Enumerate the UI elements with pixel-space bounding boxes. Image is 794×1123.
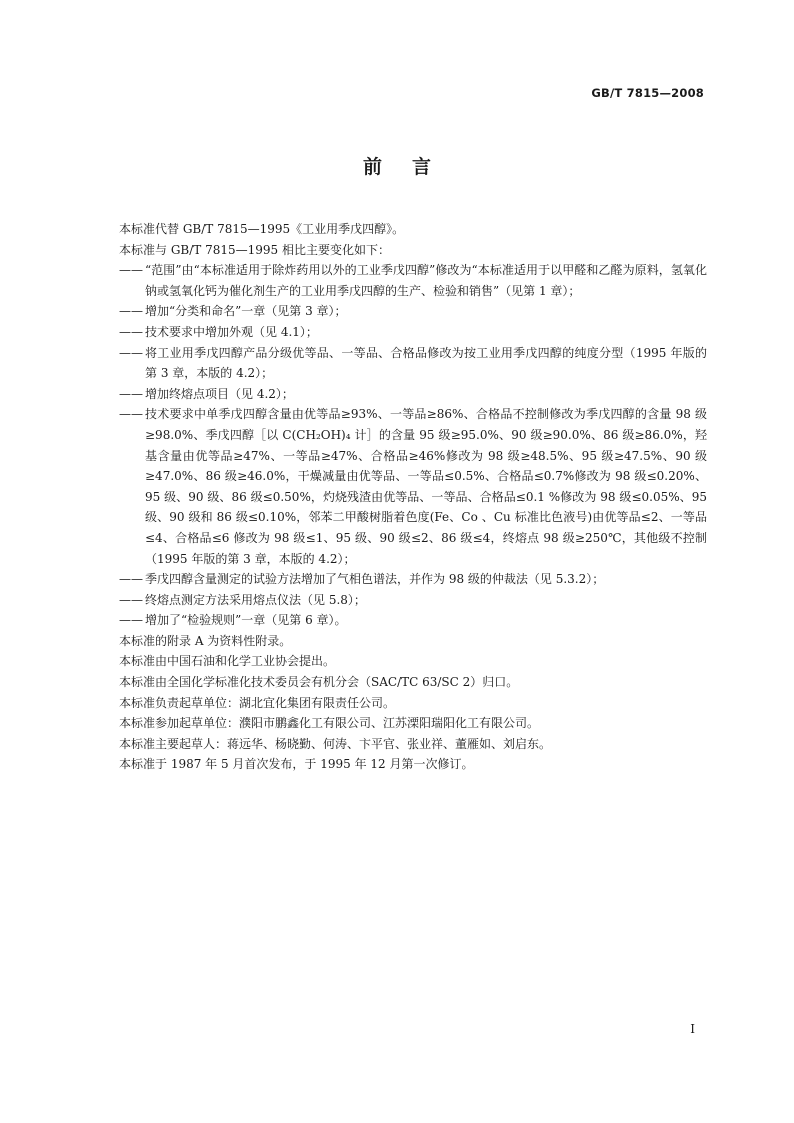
paragraph-drafters: 本标准主要起草人：蒋远华、杨晓勤、何涛、卞平官、张业祥、董雁如、刘启东。 [119,736,552,751]
list-item [119,322,707,343]
list-item [119,301,707,322]
dash-marker: —— [119,592,143,607]
page-title: 前言 [362,156,461,178]
list-item [119,260,707,301]
standard-code: GB/T 7815—2008 [591,86,704,100]
paragraph-replaces: 本标准代替 GB/T 7815—1995《工业用季戊四醇》。 [119,222,405,236]
list-item [119,343,707,384]
list-item [119,404,707,569]
list-item [119,384,707,405]
dash-marker: —— [119,304,143,319]
list-item-text: 季戊四醇含量测定的试验方法增加了气相色谱法，并作为 98 级的仲裁法（见 5.3.2）； [145,572,605,587]
list-item [119,569,707,590]
paragraph-participating-units: 本标准参加起草单位：濮阳市鹏鑫化工有限公司、江苏溧阳瑞阳化工有限公司。 [119,716,540,731]
paragraph-proposed-by: 本标准由中国石油和化学工业协会提出。 [119,654,336,669]
list-item [119,610,707,631]
list-item-text: 增加了“检验规则”一章（见第 6 章）。 [145,613,347,628]
changes-list [119,260,707,631]
dash-marker: —— [119,613,143,628]
paragraph-changes-intro: 本标准与 GB/T 7815—1995 相比主要变化如下： [119,242,390,257]
dash-marker: —— [119,386,143,401]
dash-marker: —— [119,407,143,422]
list-item-text: 终熔点测定方法采用熔点仪法（见 5.8）； [145,592,366,607]
list-item-text: “范围”由“本标准适用于除炸药用以外的工业季戊四醇”修改为“本标准适用于以甲醛和乙醛为原料，氢氧化钠或氢氧化钙为催化剂生产的工业用季戊四醇的生产、检验和销售”（见第 1 章）； [145,263,707,298]
list-item [119,590,707,611]
foreword-body [119,219,707,775]
paragraph-centralized-by: 本标准由全国化学标准化技术委员会有机分会（SAC/TC 63/SC 2）归口。 [119,675,519,690]
list-item-text: 技术要求中单季戊四醇含量由优等品≥93%、一等品≥86%、合格品不控制修改为季戊四醇的含量 98 级≥98.0%、季戊四醇［以 C(CH₂OH)₄ 计］的含量 95 级≥95.0%、90 级≥90.0%、86 级≥86.0%，羟基含量由优等品≥47%、一等品≥47%、合格品≥46%修改为 98 级≥48.5%、95 级≥47.5%、90 级≥47.0%、86 级≥46.0%，干燥减量由优等品、一等品≤0.5%、合格品≤0.7%修改为 98 级≤0.20%、95 级、90 级、86 级≤0.50%，灼烧残渣由优等品、一等品、合格品≤0.1 %修改为 98 级≤0.05%、95 级、90 级和 86 级≤0.10%，邻苯二甲酸树脂着色度(Fe、Co 、Cu 标准比色液号)由优等品≤2、一等品≤4、合格品≤6 修改为 98 级≤1、95 级、90 级≤2、86 级≤4，终熔点 98 级≥250℃，其他级不控制（1995 年版的第 3 章，本版的 4.2）； [145,407,707,566]
dash-marker: —— [119,345,143,360]
list-item-text: 增加“分类和命名”一章（见第 3 章）； [145,304,347,319]
dash-marker: —— [119,324,143,339]
paragraph-drafting-unit: 本标准负责起草单位：湖北宜化集团有限责任公司。 [119,695,396,710]
page-number: I [690,1022,695,1036]
paragraph-history: 本标准于 1987 年 5 月首次发布，于 1995 年 12 月第一次修订。 [119,757,474,772]
list-item-text: 技术要求中增加外观（见 4.1）； [145,324,318,339]
list-item-text: 增加终熔点项目（见 4.2）； [145,386,294,401]
dash-marker: —— [119,572,143,587]
paragraph-annex: 本标准的附录 A 为资料性附录。 [119,633,292,648]
dash-marker: —— [119,263,143,278]
list-item-text: 将工业用季戊四醇产品分级优等品、一等品、合格品修改为按工业用季戊四醇的纯度分型（1995 年版的第 3 章，本版的 4.2）； [145,345,707,381]
